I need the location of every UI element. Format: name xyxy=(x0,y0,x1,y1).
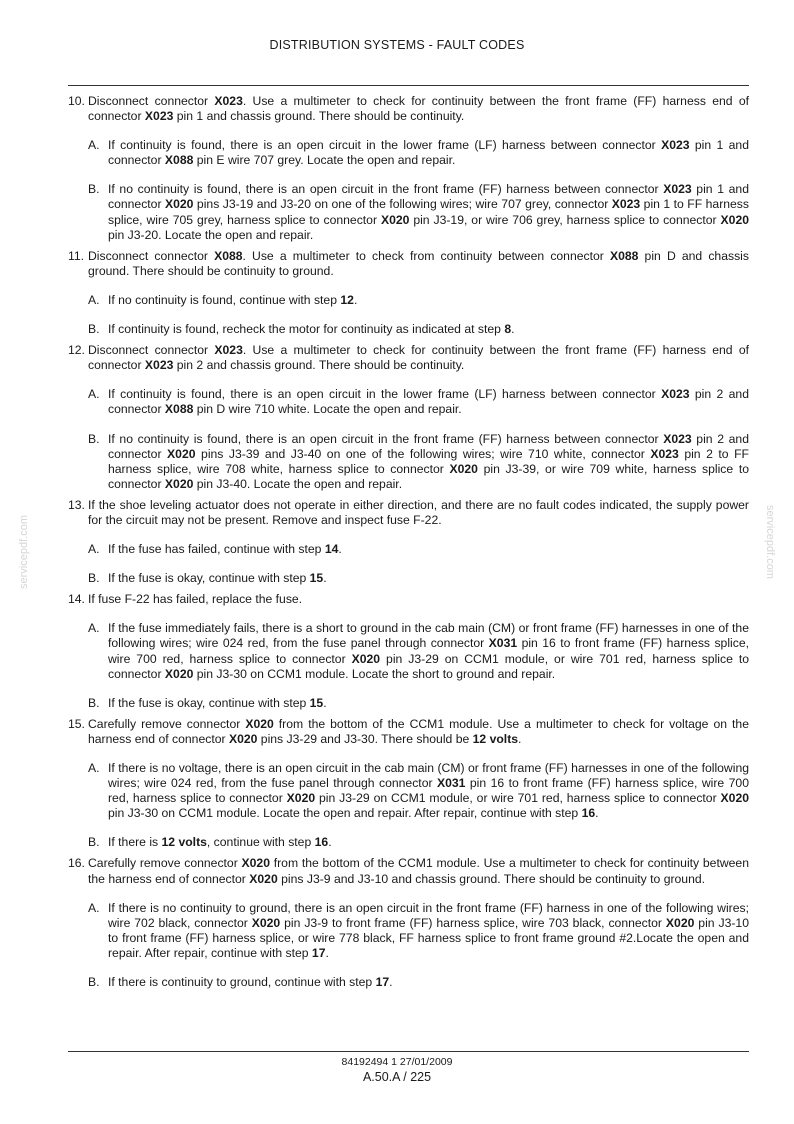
bold-reference: X023 xyxy=(214,343,243,358)
step-number: 12. xyxy=(68,343,85,358)
bold-reference: X020 xyxy=(164,476,194,491)
bold-reference: X023 xyxy=(663,431,692,446)
step-number: 15. xyxy=(68,716,85,731)
bold-reference: X031 xyxy=(488,636,518,651)
bold-reference: 14 xyxy=(324,542,339,557)
bold-reference: X020 xyxy=(245,716,274,731)
sub-step-letter: B. xyxy=(88,571,100,586)
bold-reference: X020 xyxy=(241,856,270,871)
step-number: 14. xyxy=(68,592,85,607)
bold-reference: 8 xyxy=(504,322,512,337)
sub-step-b: B. If no continuity is found, there is an open circuit in the front frame (FF) harness between connector X023 pin 1 and connector X020 pins J3-19 and J3-20 on one of the following wires; wire 707 grey, connector X023 pin 1 to FF harness splice, wire 705 grey, harness splice to connector X020 pin J3-19, or wire 706 grey, harness splice to connector X020 pin J3-20. Locate the open and repair. xyxy=(88,182,749,242)
sub-step-letter: A. xyxy=(88,387,100,402)
bold-reference: 15 xyxy=(309,695,324,710)
bold-reference: 17 xyxy=(375,975,390,990)
sub-step-b: B. If the fuse is okay, continue with step 15. xyxy=(88,571,327,586)
sub-step-a: A. If continuity is found, there is an open circuit in the lower frame (LF) harness between connector X023 pin 2 and connector X088 pin D wire 710 white. Locate the open and repair. xyxy=(88,387,749,417)
procedure-steps xyxy=(68,94,749,996)
step-text: 14. If fuse F-22 has failed, replace the fuse. xyxy=(68,592,303,607)
step-text: 13. If the shoe leveling actuator does not operate in either direction, and there are no fault codes indicated, the supply power for the circuit may not be present. Remove and inspect fuse F-22. xyxy=(68,497,749,527)
bold-reference: X023 xyxy=(214,94,243,108)
sub-step-b: B. If there is 12 volts, continue with step 16. xyxy=(88,835,332,850)
bold-reference: X020 xyxy=(251,915,281,930)
watermark-right: servicepdf.com xyxy=(764,505,776,579)
sub-step-a: A. If no continuity is found, continue with step 12. xyxy=(88,292,358,307)
sub-step-b: B. If no continuity is found, there is an open circuit in the front frame (FF) harness between connector X023 pin 2 and connector X020 pins J3-39 and J3-40 on one of the following wires; wire 710 white, connector X023 pin 2 to FF harness splice, wire 708 white, harness splice to connector X020 pin J3-39, or wire 709 white, harness splice to connector X020 pin J3-40. Locate the open and repair. xyxy=(88,431,749,491)
bold-reference: X020 xyxy=(167,446,196,461)
bold-reference: X023 xyxy=(663,182,692,197)
sub-step-b: B. If the fuse is okay, continue with step 15. xyxy=(88,695,327,710)
sub-step-letter: B. xyxy=(88,322,100,337)
step-14 xyxy=(68,592,749,711)
footer-divider xyxy=(68,1051,749,1052)
sub-step-letter: A. xyxy=(88,761,100,775)
step-12 xyxy=(68,343,749,492)
sub-step-a: A. If the fuse immediately fails, there is a short to ground in the cab main (CM) or front frame (FF) harnesses in one of the following wires; wire 024 red, from the fuse panel through connector X031 pin 16 to front frame (FF) harness splice, wire 700 red, harness splice to connector X020 pin J3-29 on CCM1 module, or wire 701 red, harness splice to connector X020 pin J3-30 on CCM1 module. Locate the short to ground and repair. xyxy=(88,621,749,681)
sub-step-letter: A. xyxy=(88,292,100,307)
bold-reference: X020 xyxy=(165,197,194,212)
sub-step-letter: B. xyxy=(88,182,100,197)
step-13 xyxy=(68,498,749,586)
step-15 xyxy=(68,717,749,851)
bold-reference: X020 xyxy=(249,871,278,886)
bold-reference: X023 xyxy=(661,387,690,402)
footer-doc-ref: 84192494 1 27/01/2009 xyxy=(341,1056,453,1068)
bold-reference: X023 xyxy=(144,109,174,124)
step-number: 10. xyxy=(68,94,85,108)
sub-step-letter: A. xyxy=(88,138,100,153)
step-16 xyxy=(68,856,749,990)
bold-reference: X020 xyxy=(351,651,381,666)
bold-reference: X023 xyxy=(650,446,679,461)
step-number: 16. xyxy=(68,856,85,871)
bold-reference: X020 xyxy=(449,461,478,476)
footer-page-number: A.50.A / 225 xyxy=(362,1070,432,1084)
bold-reference: X020 xyxy=(380,212,410,227)
step-text: 10. Disconnect connector X023. Use a multimeter to check for continuity between the front frame (FF) harness end of connector X023 pin 1 and chassis ground. There should be continuity. xyxy=(68,94,749,124)
bold-reference: X020 xyxy=(665,915,695,930)
bold-reference: X088 xyxy=(164,402,194,417)
bold-reference: 16 xyxy=(314,835,329,850)
step-number: 13. xyxy=(68,497,85,512)
sub-step-a: A. If the fuse has failed, continue with step 14. xyxy=(88,542,342,557)
bold-reference: X023 xyxy=(611,197,641,212)
header-divider xyxy=(68,85,749,86)
bold-reference: X088 xyxy=(164,153,194,168)
sub-step-letter: B. xyxy=(88,835,100,850)
sub-step-letter: B. xyxy=(88,975,100,990)
step-text: 12. Disconnect connector X023. Use a multimeter to check for continuity between the front frame (FF) harness end of connector X023 pin 2 and chassis ground. There should be continuity. xyxy=(68,343,749,373)
sub-step-a: A. If continuity is found, there is an open circuit in the lower frame (LF) harness between connector X023 pin 1 and connector X088 pin E wire 707 grey. Locate the open and repair. xyxy=(88,138,749,168)
bold-reference: 17 xyxy=(311,945,326,960)
sub-step-b: B. If there is continuity to ground, continue with step 17. xyxy=(88,975,393,990)
bold-reference: X023 xyxy=(144,358,174,373)
step-number: 11. xyxy=(68,248,85,263)
sub-step-letter: A. xyxy=(88,621,100,636)
bold-reference: 12 volts xyxy=(472,731,519,746)
step-text: 15. Carefully remove connector X020 from the bottom of the CCM1 module. Use a multimeter to check for voltage on the harness end of connector X020 pins J3-29 and J3-30. There should be 12 volts. xyxy=(68,716,749,746)
step-text: 11. Disconnect connector X088. Use a multimeter to check from continuity between connector X088 pin D and chassis ground. There should be continuity to ground. xyxy=(68,248,749,278)
bold-reference: 12 volts xyxy=(161,835,207,850)
bold-reference: 12 xyxy=(340,292,354,307)
sub-step-a: A. If there is no voltage, there is an open circuit in the cab main (CM) or front frame (FF) harnesses in one of the following wires; wire 024 red, from the fuse panel through connector X031 pin 16 to front frame (FF) harness splice, wire 700 red, harness splice to connector X020 pin J3-29 on CCM1 module, or wire 701 red, harness splice to connector X020 pin J3-30 on CCM1 module. Locate the open and repair. After repair, continue with step 16. xyxy=(88,761,750,821)
sub-step-letter: A. xyxy=(88,900,100,915)
bold-reference: X020 xyxy=(164,666,194,681)
step-10 xyxy=(68,94,749,243)
bold-reference: 15 xyxy=(309,571,324,586)
bold-reference: X088 xyxy=(214,248,243,263)
bold-reference: X020 xyxy=(720,212,749,227)
bold-reference: X020 xyxy=(286,791,316,806)
page-header: DISTRIBUTION SYSTEMS - FAULT CODES xyxy=(269,38,525,52)
sub-step-a: A. If there is no continuity to ground, there is an open circuit in the front frame (FF) harness in one of the following wires; wire 702 black, connector X020 pin J3-9 to front frame (FF) harness splice, wire 703 black, connector X020 pin J3-10 to front frame (FF) harness splice, or wire 778 black, FF harness splice to front frame ground #2.Locate the open and repair. After repair, continue with step 17. xyxy=(88,900,749,960)
bold-reference: 16 xyxy=(581,806,596,821)
watermark-left: servicepdf.com xyxy=(18,515,30,589)
step-text: 16. Carefully remove connector X020 from the bottom of the CCM1 module. Use a multimeter to check for continuity between the harness end of connector X020 pins J3-9 and J3-10 and chassis ground. There should be continuity to ground. xyxy=(68,856,749,886)
sub-step-letter: B. xyxy=(88,431,100,446)
sub-step-letter: B. xyxy=(88,695,100,710)
bold-reference: X020 xyxy=(228,731,258,746)
sub-step-b: B. If continuity is found, recheck the motor for continuity as indicated at step 8. xyxy=(88,322,515,337)
bold-reference: X020 xyxy=(720,791,750,806)
bold-reference: X088 xyxy=(609,248,639,263)
step-11 xyxy=(68,249,749,337)
bold-reference: X023 xyxy=(661,138,690,153)
bold-reference: X031 xyxy=(436,776,466,791)
sub-step-letter: A. xyxy=(88,542,100,557)
